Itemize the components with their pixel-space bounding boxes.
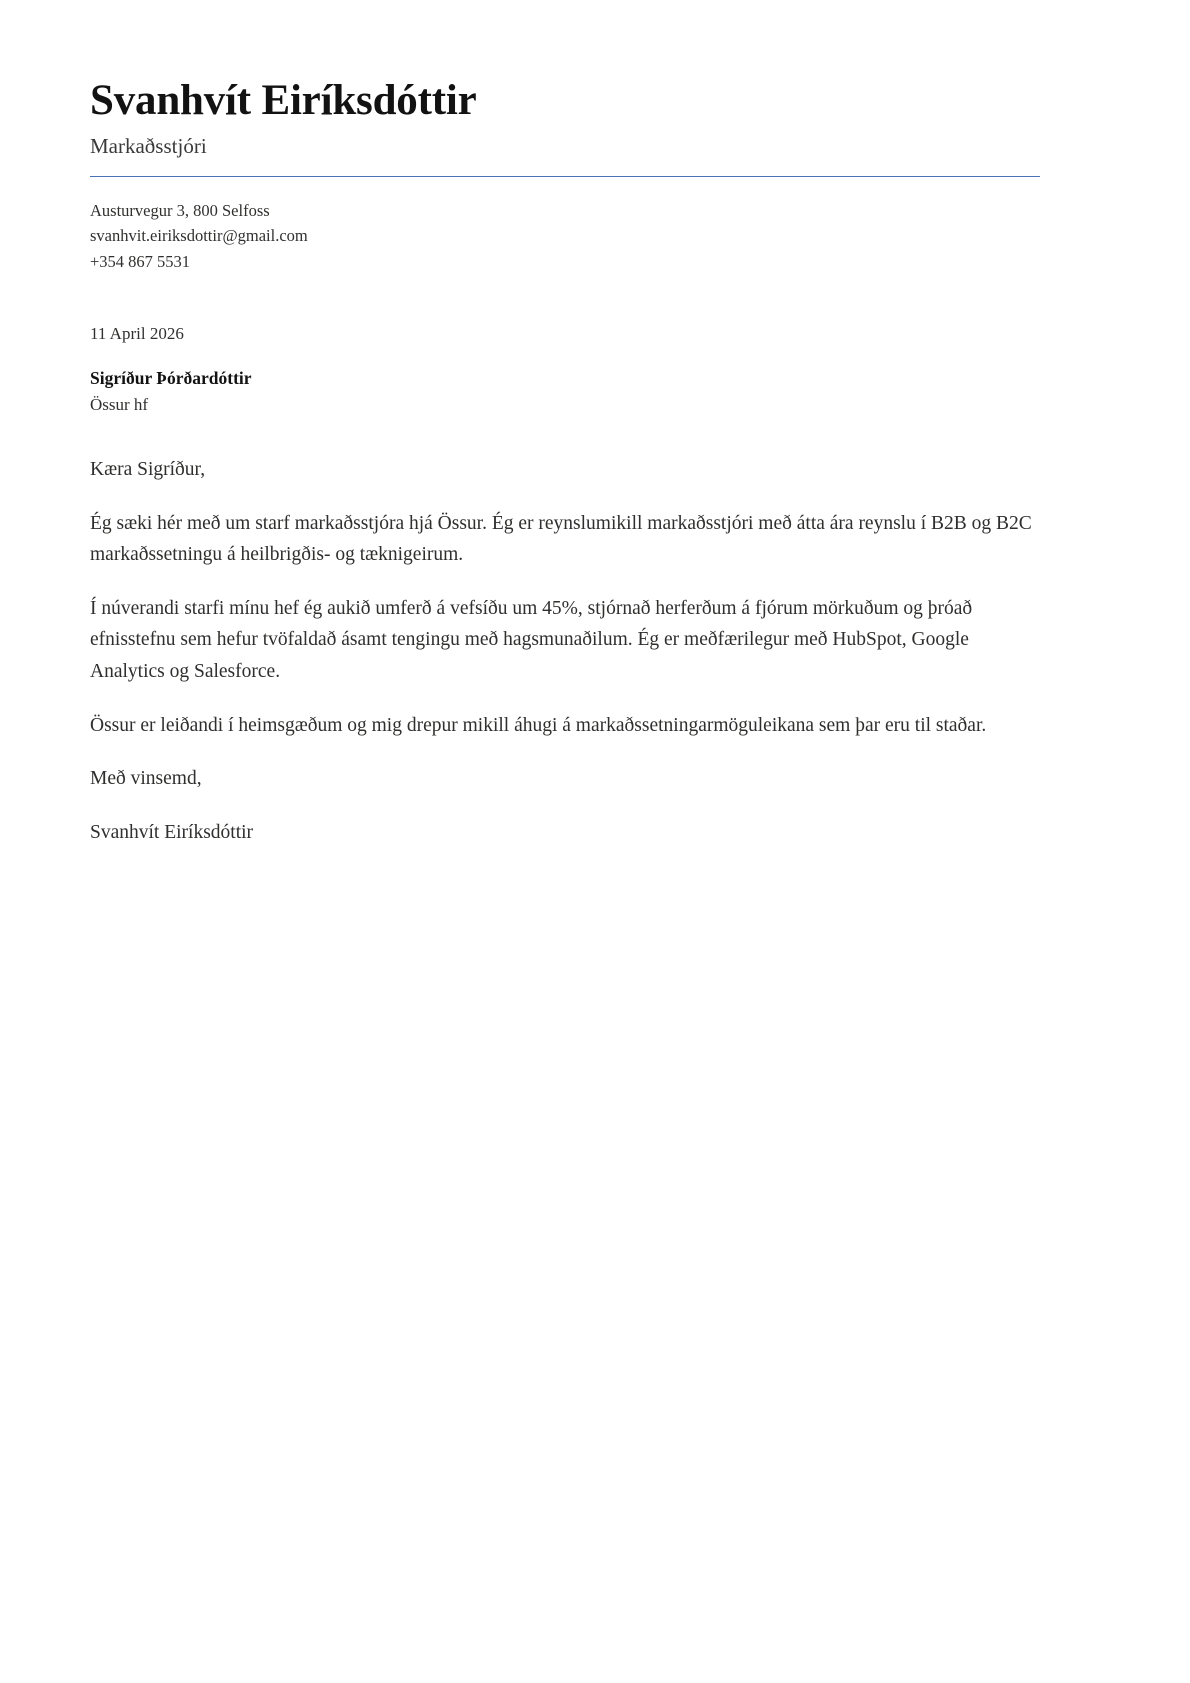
letter-header (90, 78, 1040, 177)
body-paragraph-2: Í núverandi starfi mínu hef ég aukið umferð á vefsíðu um 45%, stjórnað herferðum á fjórum mörkuðum og þróað efnisstefnu sem hefur tvöfaldað ásamt tengingu með hagsmunaðilum. Ég er meðfærilegur með HubSpot, Google Analytics og Salesforce. (90, 597, 973, 683)
applicant-job-title: Markaðsstjóri (90, 134, 207, 159)
contact-email: svanhvit.eiriksdottir@gmail.com (90, 226, 308, 246)
header-divider-rule (90, 176, 1040, 177)
letter-body (90, 454, 1040, 848)
contact-block (90, 198, 1040, 275)
recipient-company: Össur hf (90, 394, 149, 414)
recipient-name: Sigríður Þórðardóttir (90, 367, 252, 388)
closing-salutation: Með vinsemd, (90, 768, 202, 790)
body-paragraph-1: Ég sæki hér með um starf markaðsstjóra hjá Össur. Ég er reynslumikill markaðsstjóri með átta ára reynslu í B2B og B2C markaðssetningu á heilbrigðis- og tæknigeirum. (90, 512, 1032, 566)
salutation: Kæra Sigríður, (90, 459, 206, 481)
applicant-name: Svanhvít Eiríksdóttir (90, 77, 477, 124)
body-paragraph-3: Össur er leiðandi í heimsgæðum og mig drepur mikill áhugi á markaðssetningarmöguleikana sem þar eru til staðar. (90, 714, 987, 736)
letter-meta-block (90, 321, 1040, 418)
letter-date: 11 April 2026 (90, 324, 184, 344)
signature-name: Svanhvít Eiríksdóttir (90, 821, 254, 843)
contact-phone: +354 867 5531 (90, 251, 191, 271)
contact-address: Austurvegur 3, 800 Selfoss (90, 200, 270, 220)
